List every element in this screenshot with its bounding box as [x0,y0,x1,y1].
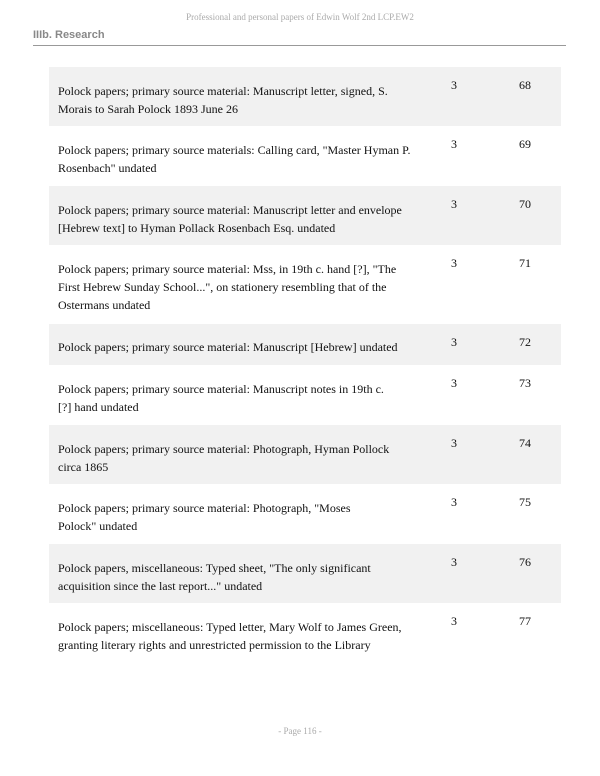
entry-box-number: 3 [451,78,457,92]
entry-description: Polock papers; primary source materials: Calling card, "Master Hyman P. Rosenbach" undated [58,143,411,175]
entry-box-number: 3 [451,335,457,349]
list-item [49,365,561,425]
entry-description: Polock papers; primary source material: Manuscript notes in 19th c. [?] hand undated [58,382,384,414]
entry-description: Polock papers; miscellaneous: Typed letter, Mary Wolf to James Green, granting literary rights and unrestricted permission to the Library [58,620,402,652]
entry-folder-number: 69 [519,137,531,151]
entry-box-number: 3 [451,495,457,509]
list-item [49,603,561,663]
section-title: IIIb. Research [33,29,105,41]
entry-folder-number: 72 [519,335,531,349]
entry-box-number: 3 [451,197,457,211]
entry-description: Polock papers; primary source material: Manuscript letter and envelope [Hebrew text] to Hyman Pollack Rosenbach Esq. undated [58,203,402,235]
list-item [49,484,561,544]
entry-folder-number: 73 [519,376,531,390]
list-item [49,186,561,245]
entry-box-number: 3 [451,614,457,628]
entry-description: Polock papers; primary source material: Manuscript letter, signed, S. Morais to Sarah Polock 1893 June 26 [58,84,388,116]
list-item [49,324,561,365]
header-divider [33,45,566,46]
entry-folder-number: 68 [519,78,531,92]
entry-box-number: 3 [451,555,457,569]
entry-box-number: 3 [451,376,457,390]
entry-description: Polock papers, miscellaneous: Typed sheet, "The only significant acquisition since the last report..." undated [58,561,371,593]
entry-folder-number: 71 [519,256,531,270]
entry-folder-number: 77 [519,614,531,628]
list-item [49,544,561,603]
list-item [49,245,561,324]
entry-folder-number: 75 [519,495,531,509]
entry-folder-number: 76 [519,555,531,569]
list-item [49,67,561,126]
entry-description: Polock papers; primary source material: Mss, in 19th c. hand [?], "The First Hebrew Sunday School...", on stationery resembling that of the Ostermans undated [58,262,397,312]
entry-folder-number: 74 [519,436,531,450]
entry-box-number: 3 [451,436,457,450]
entry-description: Polock papers; primary source material: Photograph, "Moses Polock" undated [58,501,351,533]
list-item [49,126,561,186]
entry-description: Polock papers; primary source material: Manuscript [Hebrew] undated [58,340,398,354]
entry-list [49,67,561,663]
entry-box-number: 3 [451,137,457,151]
entry-description: Polock papers; primary source material: Photograph, Hyman Pollock circa 1865 [58,442,390,474]
page-number: - Page 116 - [278,726,322,736]
entry-box-number: 3 [451,256,457,270]
entry-folder-number: 70 [519,197,531,211]
running-header: Professional and personal papers of Edwin Wolf 2nd LCP.EW2 [186,12,414,22]
list-item [49,425,561,484]
